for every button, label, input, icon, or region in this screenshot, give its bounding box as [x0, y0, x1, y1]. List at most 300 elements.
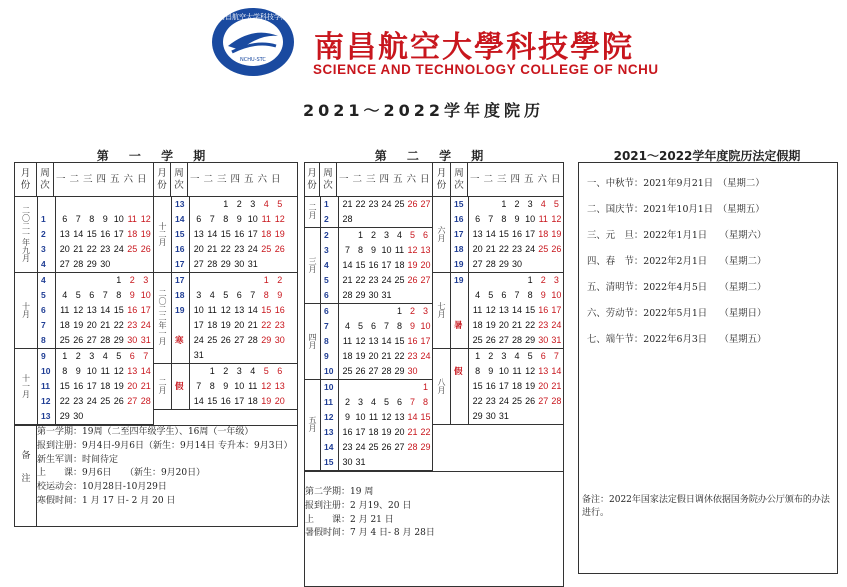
day-cell: 30: [127, 335, 138, 345]
day-cell: 29: [472, 411, 483, 421]
week-row: [58, 349, 153, 364]
day-cell: 17: [234, 396, 245, 406]
day-cell: [233, 348, 247, 363]
day-cell: 6: [370, 321, 376, 331]
holiday-item: 二、国庆节：2021年10月1日 （星期五）: [587, 204, 765, 215]
day-cell: [246, 348, 260, 363]
day-cell: 28: [140, 396, 151, 406]
day-cell: 9: [488, 366, 494, 376]
day-cell: 25: [100, 396, 111, 406]
week-number: 14: [175, 214, 185, 224]
day-cell: [380, 304, 393, 319]
day-cell: 17: [381, 260, 392, 270]
day-cell: [484, 273, 497, 288]
day-cell: [406, 380, 419, 395]
day-cell: 17: [113, 229, 124, 239]
day-cell: 18: [538, 229, 549, 239]
note-line: 上 课：9月6日 （新生：9月20日）: [37, 468, 206, 479]
day-cell: [354, 212, 367, 227]
day-cell: 24: [247, 244, 258, 254]
week-row: [341, 364, 432, 379]
day-cell: [192, 273, 206, 288]
day-cell: 13: [127, 366, 138, 376]
week-number: [172, 394, 189, 409]
day-cell: 25: [127, 244, 138, 254]
week-number: 11: [41, 381, 50, 391]
day-cell: 7: [102, 290, 108, 300]
day-cell: 16: [220, 396, 231, 406]
day-cell: 25: [207, 335, 218, 345]
day-cell: 27: [59, 259, 70, 269]
day-cell: 15: [355, 260, 366, 270]
day-cell: [497, 273, 510, 288]
week-row: [58, 242, 153, 257]
day-cell: [550, 409, 563, 424]
day-cell: 5: [383, 397, 389, 407]
week-row: [341, 212, 432, 227]
month-label: 三月: [308, 256, 317, 273]
week-row: [192, 288, 297, 303]
day-cell: 6: [277, 366, 283, 376]
day-cell: [380, 380, 393, 395]
day-cell: 17: [247, 229, 258, 239]
day-cell: 25: [511, 396, 522, 406]
day-cell: 7: [196, 381, 202, 391]
day-cell: 23: [368, 275, 379, 285]
day-cell: 11: [60, 305, 70, 315]
day-cell: 18: [368, 427, 379, 437]
day-cell: 29: [525, 335, 536, 345]
day-cell: 11: [538, 214, 548, 224]
day-cell: 28: [381, 366, 392, 376]
week-row: [192, 364, 297, 379]
day-cell: 12: [355, 336, 366, 346]
day-cell: 5: [263, 366, 269, 376]
week-number: 6: [324, 290, 329, 300]
weekday-header: 六: [257, 173, 267, 185]
week-row: [341, 243, 432, 258]
day-cell: 20: [193, 244, 204, 254]
day-cell: 2: [514, 199, 520, 209]
note-line: 第一学期：19周（二至四年级学生）、16周（一年级）: [37, 427, 254, 437]
day-cell: 14: [100, 305, 111, 315]
day-cell: 1: [396, 306, 402, 316]
week-number: 6: [41, 305, 46, 315]
day-cell: [192, 364, 206, 379]
day-cell: [139, 257, 153, 272]
day-cell: 24: [140, 320, 151, 330]
day-cell: 5: [357, 321, 363, 331]
day-cell: 18: [127, 229, 138, 239]
day-cell: 24: [193, 335, 204, 345]
week-number: [38, 197, 55, 212]
day-cell: 9: [514, 214, 520, 224]
note-line: 暑假时间：7 月 4 日- 8 月 28日: [305, 528, 435, 539]
day-cell: 29: [113, 335, 124, 345]
week-row: [471, 394, 563, 409]
day-cell: 27: [86, 335, 97, 345]
day-cell: 4: [540, 199, 546, 209]
month-col-header: 月份: [15, 163, 37, 197]
day-cell: 5: [553, 199, 559, 209]
day-cell: 21: [511, 320, 522, 330]
day-cell: 18: [59, 320, 70, 330]
week-row: [341, 319, 432, 334]
day-cell: 26: [73, 335, 84, 345]
day-cell: 10: [247, 214, 258, 224]
day-cell: 1: [223, 199, 229, 209]
day-cell: 13: [498, 305, 509, 315]
note-line: 报到注册：9月4日-9月6日（新生：9月14日 专升本：9月3日）: [37, 440, 293, 451]
day-cell: [510, 273, 523, 288]
day-cell: 6: [475, 214, 481, 224]
week-row: [58, 212, 153, 227]
holiday-item: 六、劳动节：2022年5月1日 （星期日）: [587, 308, 767, 319]
weekday-header: 二: [69, 173, 79, 185]
day-cell: [85, 409, 99, 424]
week-number: 5: [41, 290, 46, 300]
month-label: 八月: [437, 377, 446, 394]
weekday-header: 二: [352, 173, 362, 185]
week-row: [192, 394, 297, 409]
day-cell: [419, 288, 432, 303]
day-cell: 23: [342, 442, 353, 452]
day-cell: 16: [127, 305, 138, 315]
day-cell: 7: [488, 214, 494, 224]
week-number: 12: [324, 412, 334, 422]
day-cell: 12: [407, 245, 418, 255]
week-number: 4: [41, 259, 46, 269]
day-cell: 28: [551, 396, 562, 406]
day-cell: 16: [342, 427, 353, 437]
week-number: [172, 364, 189, 379]
day-cell: 30: [538, 335, 549, 345]
day-cell: [126, 409, 140, 424]
day-cell: 21: [342, 199, 353, 209]
day-cell: [58, 273, 72, 288]
weekday-header: 五: [109, 173, 120, 185]
day-cell: 4: [475, 290, 481, 300]
day-cell: 7: [250, 290, 256, 300]
week-row: [192, 318, 297, 333]
day-cell: 23: [511, 244, 522, 254]
holiday-item: 五、清明节：2022年4月5日 （星期二）: [587, 282, 767, 293]
day-cell: [139, 197, 153, 212]
day-cell: 22: [355, 199, 366, 209]
weekday-header: 一: [338, 173, 349, 185]
week-row: [58, 394, 153, 409]
day-cell: 10: [498, 366, 509, 376]
day-cell: [219, 348, 233, 363]
day-cell: 1: [263, 275, 269, 285]
week-number: 7: [324, 321, 329, 331]
day-cell: 23: [274, 320, 285, 330]
day-cell: 28: [207, 259, 218, 269]
day-cell: [380, 455, 393, 470]
day-cell: 14: [551, 366, 562, 376]
weekday-header: 日: [550, 173, 561, 185]
day-cell: 18: [342, 351, 353, 361]
day-cell: 19: [355, 351, 366, 361]
day-cell: 23: [234, 244, 245, 254]
day-cell: 12: [261, 381, 272, 391]
day-cell: 1: [357, 230, 363, 240]
day-cell: 30: [100, 259, 111, 269]
day-cell: [72, 273, 86, 288]
day-cell: [112, 197, 126, 212]
day-cell: 6: [501, 290, 507, 300]
day-cell: 23: [538, 320, 549, 330]
day-cell: [393, 212, 406, 227]
day-cell: 9: [277, 290, 283, 300]
day-cell: 13: [368, 336, 379, 346]
day-cell: 27: [420, 275, 431, 285]
week-number: 假: [175, 381, 184, 391]
week-number: [451, 409, 468, 424]
weekday-header: 三: [496, 173, 507, 185]
day-cell: 19: [140, 229, 151, 239]
day-cell: 18: [472, 320, 483, 330]
week-row: [192, 257, 297, 272]
day-cell: 3: [501, 351, 507, 361]
month-label: 二月: [308, 203, 317, 219]
week-number: 8: [41, 335, 46, 345]
week-number: 19: [454, 275, 464, 285]
day-cell: 1: [422, 382, 428, 392]
day-cell: 10: [234, 381, 245, 391]
day-cell: 12: [274, 214, 285, 224]
week-row: [58, 197, 153, 212]
day-cell: 2: [409, 306, 415, 316]
day-cell: 11: [207, 305, 217, 315]
day-cell: 12: [485, 305, 496, 315]
weekday-header: 五: [523, 173, 534, 185]
week-number: 2: [324, 230, 329, 240]
day-cell: [367, 212, 380, 227]
day-cell: 22: [355, 275, 366, 285]
day-cell: 20: [538, 381, 549, 391]
week-row: [341, 380, 432, 395]
day-cell: 16: [73, 381, 84, 391]
note-line: 上 课：2 月 21 日: [305, 514, 394, 525]
week-row: [192, 227, 297, 242]
week-number: 9: [324, 351, 329, 361]
day-cell: 31: [498, 411, 509, 421]
week-number: 1: [324, 199, 329, 209]
day-cell: 15: [113, 305, 124, 315]
day-cell: 19: [261, 396, 272, 406]
week-number: 2: [41, 229, 46, 239]
day-cell: 23: [127, 320, 138, 330]
day-cell: 28: [407, 442, 418, 452]
week-row: [192, 379, 297, 394]
day-cell: [341, 304, 354, 319]
day-cell: 21: [73, 244, 84, 254]
weekday-header: 四: [510, 173, 520, 185]
week-row: [471, 364, 563, 379]
day-cell: 28: [100, 335, 111, 345]
school-seal-logo: [210, 6, 296, 78]
weekday-header: 三: [216, 173, 227, 185]
day-cell: 4: [344, 321, 350, 331]
week-number: 16: [175, 244, 185, 254]
week-row: [192, 273, 297, 288]
day-cell: 2: [236, 199, 242, 209]
day-cell: 16: [100, 229, 111, 239]
day-cell: 12: [220, 305, 231, 315]
day-cell: 11: [368, 412, 379, 422]
day-cell: 17: [86, 381, 97, 391]
day-cell: 26: [355, 366, 366, 376]
note-line: 第二学期：19 周: [305, 487, 374, 497]
day-cell: 6: [196, 214, 202, 224]
day-cell: 2: [75, 351, 81, 361]
day-cell: 10: [551, 290, 562, 300]
month-label: 六月: [437, 225, 446, 242]
day-cell: 10: [140, 290, 151, 300]
day-cell: 21: [485, 244, 496, 254]
day-cell: 6: [236, 290, 242, 300]
week-number: 15: [324, 457, 334, 467]
week-number: 17: [175, 259, 185, 269]
day-cell: 6: [129, 351, 135, 361]
day-cell: 25: [472, 335, 483, 345]
day-cell: 8: [357, 245, 363, 255]
day-cell: 20: [394, 427, 405, 437]
weekday-header: 五: [392, 173, 403, 185]
day-cell: 25: [394, 199, 405, 209]
day-cell: 15: [420, 412, 431, 422]
day-cell: 27: [193, 259, 204, 269]
week-number: 11: [324, 397, 333, 407]
day-cell: [354, 380, 367, 395]
day-cell: 13: [59, 229, 70, 239]
week-row: [192, 333, 297, 348]
day-cell: [260, 348, 274, 363]
weekday-header: 三: [365, 173, 376, 185]
day-cell: 2: [277, 275, 283, 285]
day-cell: 13: [472, 229, 483, 239]
week-row: [471, 288, 563, 303]
week-row: [58, 333, 153, 348]
day-cell: [99, 273, 113, 288]
sem1-calendar-table: [14, 162, 298, 527]
day-cell: 17: [551, 305, 562, 315]
week-col-header: 周次: [320, 163, 337, 197]
week-number: [451, 349, 468, 364]
day-cell: 14: [193, 396, 204, 406]
week-number: [172, 318, 189, 333]
day-cell: 12: [113, 366, 124, 376]
day-cell: 11: [512, 366, 522, 376]
day-cell: [85, 273, 99, 288]
day-cell: 8: [475, 366, 481, 376]
holiday-item: 一、中秋节：2021年9月21日 （星期二）: [587, 178, 765, 189]
day-cell: 29: [261, 335, 272, 345]
day-cell: 16: [274, 305, 285, 315]
day-cell: 22: [113, 320, 124, 330]
weekday-header: 二: [483, 173, 493, 185]
day-cell: 6: [540, 351, 546, 361]
day-cell: [393, 288, 406, 303]
note-line: 报到注册：2 月19、20 日: [305, 500, 412, 511]
weekday-header: 四: [96, 173, 106, 185]
day-cell: 3: [143, 275, 149, 285]
day-cell: [406, 288, 419, 303]
day-cell: 7: [209, 214, 215, 224]
week-row: [58, 257, 153, 272]
day-cell: [537, 257, 550, 272]
day-cell: 26: [525, 396, 536, 406]
day-cell: 11: [261, 214, 271, 224]
week-number: 10: [324, 366, 334, 376]
month-col-header: 月份: [433, 163, 451, 197]
weekday-header: 三: [82, 173, 93, 185]
week-number: 17: [175, 275, 185, 285]
month-label: 十二月: [158, 221, 167, 246]
day-cell: 22: [525, 320, 536, 330]
week-number: 6: [324, 306, 329, 316]
week-row: [471, 318, 563, 333]
day-cell: 24: [420, 351, 431, 361]
weekday-header: 日: [136, 173, 147, 185]
week-row: [192, 212, 297, 227]
day-cell: 18: [100, 381, 111, 391]
day-cell: 18: [394, 260, 405, 270]
day-cell: [341, 228, 354, 243]
day-cell: 8: [396, 321, 402, 331]
day-cell: 7: [514, 290, 520, 300]
day-cell: 27: [538, 396, 549, 406]
day-cell: 29: [355, 290, 366, 300]
week-row: [471, 409, 563, 424]
day-cell: 27: [127, 396, 138, 406]
day-cell: [471, 197, 484, 212]
day-cell: 26: [113, 396, 124, 406]
day-cell: 23: [368, 199, 379, 209]
day-cell: 18: [207, 320, 218, 330]
week-row: [58, 379, 153, 394]
day-cell: 16: [485, 381, 496, 391]
day-cell: 27: [234, 335, 245, 345]
month-label: 二月: [158, 377, 167, 394]
day-cell: 14: [73, 229, 84, 239]
day-cell: [273, 348, 287, 363]
day-cell: 26: [381, 442, 392, 452]
holiday-item: 三、元 旦：2022年1月1日 （星期六）: [587, 230, 767, 241]
day-cell: 7: [75, 214, 81, 224]
day-cell: 19: [274, 229, 285, 239]
week-row: [471, 379, 563, 394]
day-cell: 10: [381, 245, 392, 255]
day-cell: 31: [247, 259, 258, 269]
day-cell: [354, 304, 367, 319]
day-cell: 28: [485, 259, 496, 269]
month-col-header: 月份: [154, 163, 171, 197]
day-cell: [419, 212, 432, 227]
week-number: 18: [454, 244, 464, 254]
day-cell: 7: [409, 397, 415, 407]
day-cell: 8: [223, 214, 229, 224]
day-cell: [72, 197, 86, 212]
weekday-header: 日: [270, 173, 281, 185]
day-cell: 13: [86, 305, 97, 315]
day-cell: 1: [501, 199, 507, 209]
week-col-header: 周次: [37, 163, 54, 197]
day-cell: 5: [223, 290, 229, 300]
day-cell: 4: [62, 290, 68, 300]
day-cell: 13: [234, 305, 245, 315]
